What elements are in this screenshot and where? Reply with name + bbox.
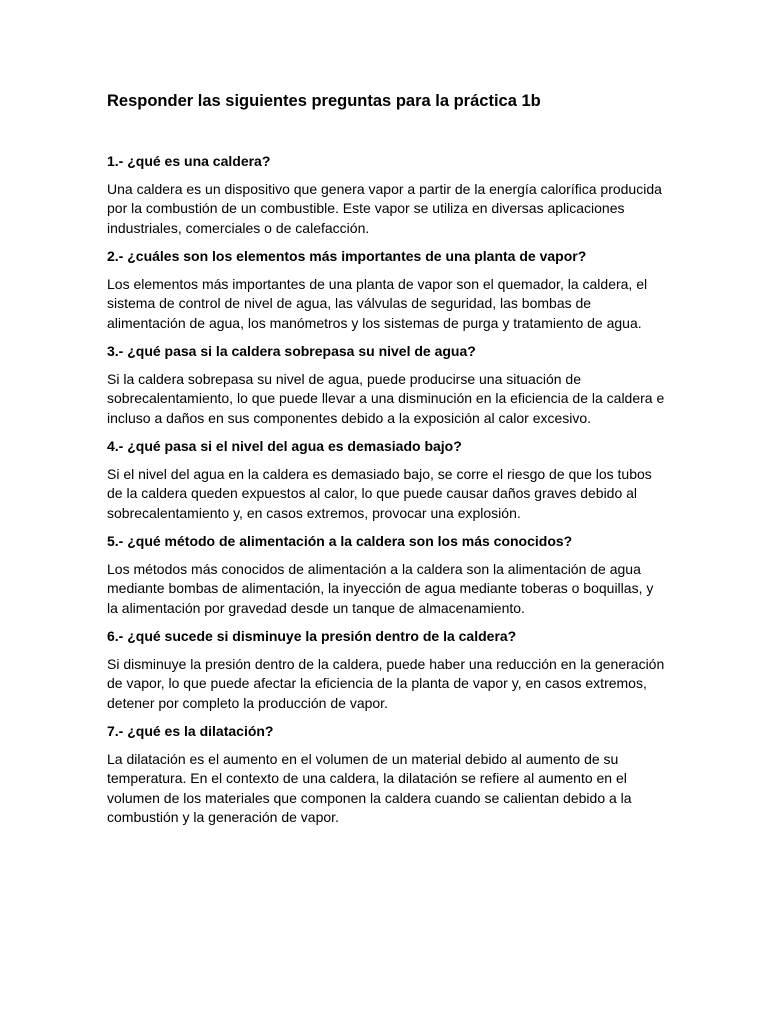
answer-1: Una caldera es un dispositivo que genera vapor a partir de la energía calorífica producida por la combustión de un combustible. Este vapor se utiliza en diversas aplicaciones industriales, comerciales o de calefacción.	[107, 180, 662, 236]
document-title: Responder las siguientes preguntas para la práctica 1b	[107, 92, 541, 110]
qa-item-3	[107, 342, 667, 428]
document-page	[107, 90, 667, 837]
qa-item-2	[107, 247, 667, 333]
answer-3: Si la caldera sobrepasa su nivel de agua, puede producirse una situación de sobrecalentamiento, lo que puede llevar a una disminución en la eficiencia de la caldera e incluso a daños en sus componentes debido a la exposición al calor excesivo.	[107, 370, 665, 426]
answer-7: La dilatación es el aumento en el volumen de un material debido al aumento de su temperatura. En el contexto de una caldera, la dilatación se refiere al aumento en el volumen de los materiales que componen la caldera cuando se calientan debido a la combustión y la generación de vapor.	[107, 750, 632, 825]
qa-item-1	[107, 152, 667, 238]
question-5: 5.- ¿qué método de alimentación a la caldera son los más conocidos?	[107, 533, 573, 549]
question-6: 6.- ¿qué sucede si disminuye la presión dentro de la caldera?	[107, 628, 517, 644]
answer-2: Los elementos más importantes de una planta de vapor son el quemador, la caldera, el sistema de control de nivel de agua, las válvulas de seguridad, las bombas de alimentación de agua, los manómetros y los sistemas de purga y tratamiento de agua.	[107, 275, 648, 331]
answer-6: Si disminuye la presión dentro de la caldera, puede haber una reducción en la generación de vapor, lo que puede afectar la eficiencia de la planta de vapor y, en casos extremos, detener por completo la producción de vapor.	[107, 655, 665, 711]
question-3: 3.- ¿qué pasa si la caldera sobrepasa su nivel de agua?	[107, 343, 476, 359]
qa-item-5	[107, 532, 667, 618]
qa-item-6	[107, 627, 667, 713]
question-4: 4.- ¿qué pasa si el nivel del agua es demasiado bajo?	[107, 438, 462, 454]
qa-item-7	[107, 722, 667, 828]
question-2: 2.- ¿cuáles son los elementos más importantes de una planta de vapor?	[107, 248, 587, 264]
answer-5: Los métodos más conocidos de alimentación a la caldera son la alimentación de agua mediante bombas de alimentación, la inyección de agua mediante toberas o boquillas, y la alimentación por gravedad desde un tanque de almacenamiento.	[107, 560, 654, 616]
qa-item-4	[107, 437, 667, 523]
answer-4: Si el nivel del agua en la caldera es demasiado bajo, se corre el riesgo de que los tubos de la caldera queden expuestos al calor, lo que puede causar daños graves debido al sobrecalentamiento y, en casos extremos, provocar una explosión.	[107, 465, 652, 521]
question-7: 7.- ¿qué es la dilatación?	[107, 723, 274, 739]
question-1: 1.- ¿qué es una caldera?	[107, 153, 271, 169]
